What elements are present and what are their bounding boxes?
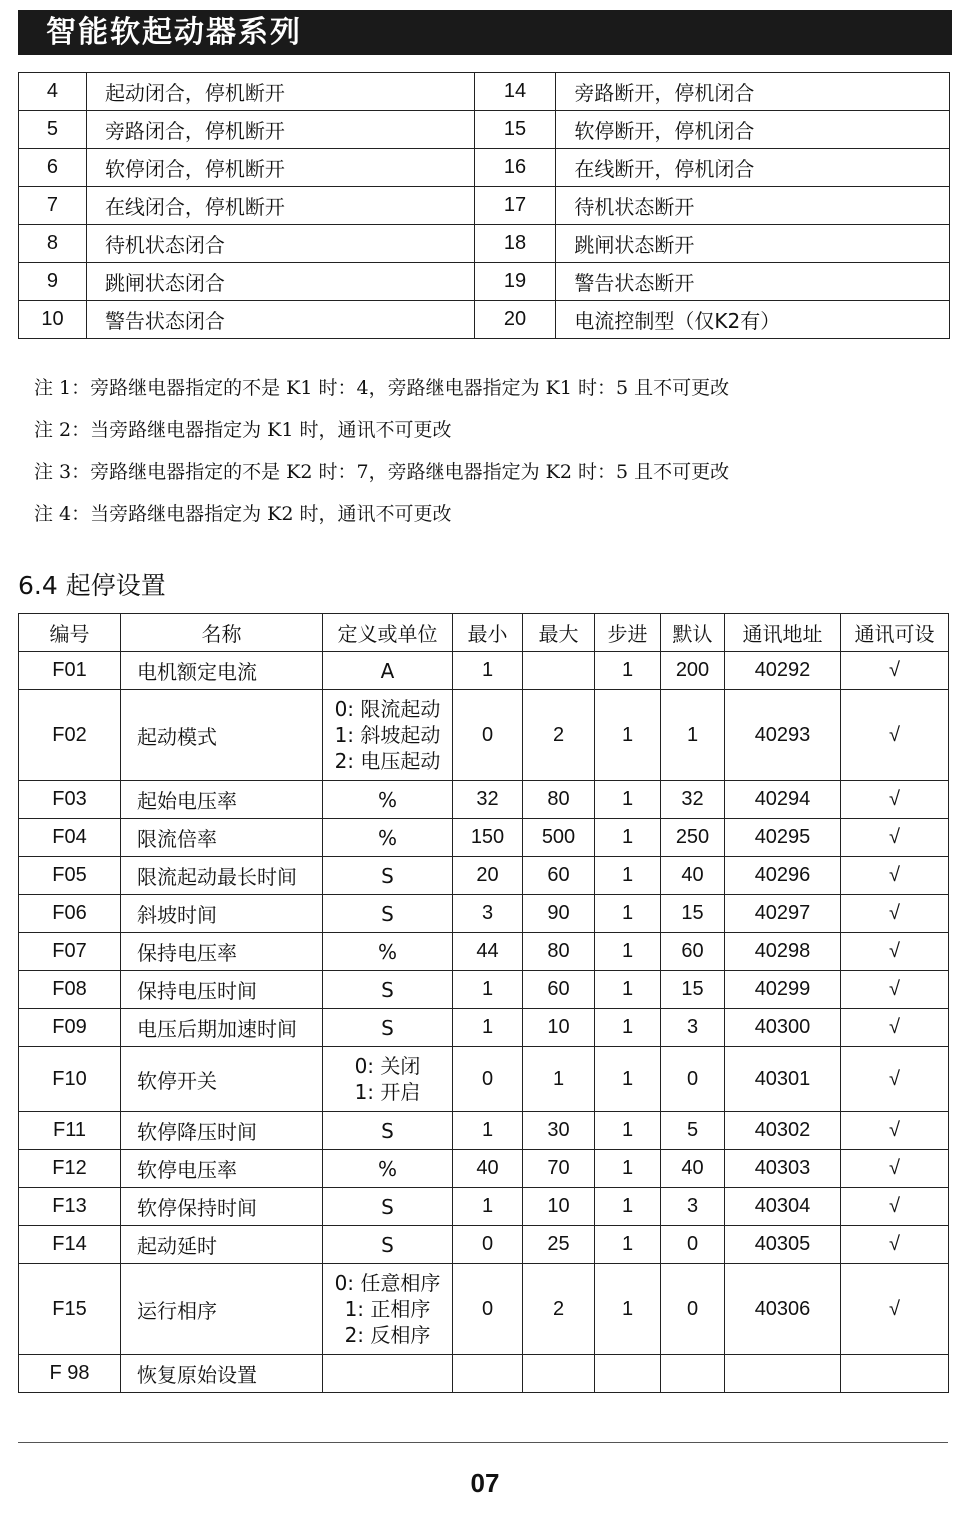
param-min: 1 <box>453 1112 523 1150</box>
param-addr: 40299 <box>725 971 841 1009</box>
param-row <box>19 933 949 971</box>
param-code: F05 <box>19 857 121 895</box>
param-step: 1 <box>595 971 661 1009</box>
param-name: 电机额定电流 <box>121 652 323 690</box>
param-max: 500 <box>523 819 595 857</box>
param-min: 44 <box>453 933 523 971</box>
param-max: 30 <box>523 1112 595 1150</box>
param-default: 40 <box>661 1150 725 1188</box>
param-max: 10 <box>523 1188 595 1226</box>
output-code-right: 20 <box>474 301 556 339</box>
output-desc-right: 待机状态断开 <box>556 187 950 225</box>
param-code: F08 <box>19 971 121 1009</box>
param-settable: √ <box>841 971 949 1009</box>
header-settable: 通讯可设 <box>841 614 949 652</box>
param-max: 80 <box>523 933 595 971</box>
param-addr: 40296 <box>725 857 841 895</box>
output-code-left: 4 <box>19 73 87 111</box>
param-unit <box>323 690 453 781</box>
param-name: 软停开关 <box>121 1047 323 1112</box>
param-code: F12 <box>19 1150 121 1188</box>
output-desc-right: 电流控制型（仅K2有） <box>556 301 950 339</box>
header-code: 编号 <box>19 614 121 652</box>
param-min: 3 <box>453 895 523 933</box>
param-row <box>19 895 949 933</box>
param-unit <box>323 1009 453 1047</box>
param-name: 保持电压时间 <box>121 971 323 1009</box>
param-max: 25 <box>523 1226 595 1264</box>
param-unit <box>323 781 453 819</box>
param-max <box>523 652 595 690</box>
param-row <box>19 1009 949 1047</box>
param-unit-line: S <box>381 977 394 1002</box>
param-default: 15 <box>661 895 725 933</box>
param-default: 32 <box>661 781 725 819</box>
param-max: 90 <box>523 895 595 933</box>
param-name: 软停降压时间 <box>121 1112 323 1150</box>
param-row <box>19 857 949 895</box>
output-desc-right: 跳闸状态断开 <box>556 225 950 263</box>
param-step: 1 <box>595 1226 661 1264</box>
output-code-left: 10 <box>19 301 87 339</box>
param-default: 200 <box>661 652 725 690</box>
header-default: 默认 <box>661 614 725 652</box>
param-unit-line: S <box>381 1232 394 1257</box>
param-default: 5 <box>661 1112 725 1150</box>
param-unit-line: S <box>381 863 394 888</box>
param-step: 1 <box>595 1112 661 1150</box>
param-unit <box>323 1188 453 1226</box>
param-addr: 40293 <box>725 690 841 781</box>
param-unit-line: 1: 正相序 <box>344 1297 431 1321</box>
param-default: 15 <box>661 971 725 1009</box>
param-code: F13 <box>19 1188 121 1226</box>
output-row <box>19 111 950 149</box>
param-addr: 40297 <box>725 895 841 933</box>
param-row <box>19 1112 949 1150</box>
output-code-left: 9 <box>19 263 87 301</box>
param-unit-line: 0: 任意相序 <box>334 1271 441 1295</box>
param-step: 1 <box>595 857 661 895</box>
start-stop-parameter-table <box>18 613 949 1393</box>
param-settable: √ <box>841 1226 949 1264</box>
param-max <box>523 1355 595 1393</box>
page-number: 07 <box>470 1468 500 1498</box>
param-unit-line: 2: 电压起动 <box>334 749 441 773</box>
param-default: 250 <box>661 819 725 857</box>
output-desc-left: 旁路闭合，停机断开 <box>86 111 474 149</box>
param-name: 运行相序 <box>121 1264 323 1355</box>
param-row <box>19 1264 949 1355</box>
param-default: 0 <box>661 1047 725 1112</box>
section-title: 6.4 起停设置 <box>18 571 166 600</box>
param-step: 1 <box>595 1009 661 1047</box>
param-min: 150 <box>453 819 523 857</box>
param-min: 20 <box>453 857 523 895</box>
param-addr: 40294 <box>725 781 841 819</box>
param-settable: √ <box>841 933 949 971</box>
param-unit-line: 2: 反相序 <box>344 1323 431 1347</box>
param-min: 0 <box>453 1264 523 1355</box>
param-min: 0 <box>453 1226 523 1264</box>
param-table-header <box>19 614 949 652</box>
param-addr: 40300 <box>725 1009 841 1047</box>
header-address: 通讯地址 <box>725 614 841 652</box>
param-addr: 40301 <box>725 1047 841 1112</box>
header-unit: 定义或单位 <box>323 614 453 652</box>
param-row <box>19 1188 949 1226</box>
output-code-left: 7 <box>19 187 87 225</box>
param-settable: √ <box>841 1112 949 1150</box>
param-step: 1 <box>595 895 661 933</box>
param-unit <box>323 895 453 933</box>
param-step: 1 <box>595 1264 661 1355</box>
param-step: 1 <box>595 1188 661 1226</box>
param-unit <box>323 1226 453 1264</box>
param-unit <box>323 1150 453 1188</box>
output-desc-left: 起动闭合，停机断开 <box>86 73 474 111</box>
param-unit-line: 1: 斜坡起动 <box>334 723 441 747</box>
param-step: 1 <box>595 819 661 857</box>
output-code-right: 18 <box>474 225 556 263</box>
param-min: 1 <box>453 1009 523 1047</box>
param-name: 恢复原始设置 <box>121 1355 323 1393</box>
param-settable: √ <box>841 1264 949 1355</box>
param-unit-line: 1: 开启 <box>354 1080 421 1104</box>
param-default: 3 <box>661 1009 725 1047</box>
param-default: 1 <box>661 690 725 781</box>
param-code: F02 <box>19 690 121 781</box>
param-unit-line: % <box>377 939 397 964</box>
param-addr: 40305 <box>725 1226 841 1264</box>
param-min: 0 <box>453 1047 523 1112</box>
param-max: 10 <box>523 1009 595 1047</box>
param-default: 0 <box>661 1226 725 1264</box>
param-min: 1 <box>453 1188 523 1226</box>
param-settable: √ <box>841 1150 949 1188</box>
param-max: 2 <box>523 690 595 781</box>
output-row <box>19 73 950 111</box>
header-min: 最小 <box>453 614 523 652</box>
param-row <box>19 1150 949 1188</box>
param-unit-line: S <box>381 901 394 926</box>
param-step: 1 <box>595 1150 661 1188</box>
param-code: F06 <box>19 895 121 933</box>
notes <box>34 372 729 540</box>
param-unit <box>323 933 453 971</box>
param-code: F01 <box>19 652 121 690</box>
param-name: 限流倍率 <box>121 819 323 857</box>
output-row <box>19 187 950 225</box>
param-unit-line: % <box>377 787 397 812</box>
param-settable: √ <box>841 819 949 857</box>
note-2: 注 2：当旁路继电器指定为 K1 时，通讯不可更改 <box>34 419 452 441</box>
note-4: 注 4：当旁路继电器指定为 K2 时，通讯不可更改 <box>34 503 452 525</box>
param-min: 40 <box>453 1150 523 1188</box>
param-unit <box>323 857 453 895</box>
param-addr: 40302 <box>725 1112 841 1150</box>
param-addr: 40295 <box>725 819 841 857</box>
param-settable: √ <box>841 1047 949 1112</box>
output-row <box>19 225 950 263</box>
param-min: 0 <box>453 690 523 781</box>
param-unit-line: A <box>380 658 395 683</box>
param-unit <box>323 652 453 690</box>
param-settable: √ <box>841 1188 949 1226</box>
output-desc-left: 警告状态闭合 <box>86 301 474 339</box>
param-settable: √ <box>841 1009 949 1047</box>
param-max: 60 <box>523 971 595 1009</box>
param-unit-line: S <box>381 1194 394 1219</box>
param-default: 40 <box>661 857 725 895</box>
param-code: F 98 <box>19 1355 121 1393</box>
output-code-right: 15 <box>474 111 556 149</box>
param-settable <box>841 1355 949 1393</box>
param-addr: 40306 <box>725 1264 841 1355</box>
param-row <box>19 690 949 781</box>
param-addr: 40292 <box>725 652 841 690</box>
output-desc-right: 软停断开，停机闭合 <box>556 111 950 149</box>
param-row <box>19 971 949 1009</box>
param-code: F07 <box>19 933 121 971</box>
param-default: 60 <box>661 933 725 971</box>
param-max: 2 <box>523 1264 595 1355</box>
note-3: 注 3：旁路继电器指定的不是 K2 时：7，旁路继电器指定为 K2 时：5 且不可更改 <box>34 461 730 483</box>
param-unit <box>323 819 453 857</box>
param-name: 起始电压率 <box>121 781 323 819</box>
param-default <box>661 1355 725 1393</box>
param-unit-line: S <box>381 1015 394 1040</box>
param-settable: √ <box>841 857 949 895</box>
param-default: 3 <box>661 1188 725 1226</box>
param-step: 1 <box>595 652 661 690</box>
param-step <box>595 1355 661 1393</box>
param-row <box>19 781 949 819</box>
param-addr: 40304 <box>725 1188 841 1226</box>
param-name: 限流起动最长时间 <box>121 857 323 895</box>
param-settable: √ <box>841 781 949 819</box>
param-step: 1 <box>595 1047 661 1112</box>
output-desc-left: 软停闭合，停机断开 <box>86 149 474 187</box>
note-1: 注 1：旁路继电器指定的不是 K1 时：4，旁路继电器指定为 K1 时：5 且不可更改 <box>34 377 730 399</box>
header-step: 步进 <box>595 614 661 652</box>
param-unit-line: % <box>377 825 397 850</box>
param-addr <box>725 1355 841 1393</box>
param-addr: 40303 <box>725 1150 841 1188</box>
param-settable: √ <box>841 652 949 690</box>
param-name: 起动模式 <box>121 690 323 781</box>
param-min: 32 <box>453 781 523 819</box>
param-max: 70 <box>523 1150 595 1188</box>
param-default: 0 <box>661 1264 725 1355</box>
output-code-right: 14 <box>474 73 556 111</box>
param-code: F11 <box>19 1112 121 1150</box>
param-name: 软停保持时间 <box>121 1188 323 1226</box>
param-unit <box>323 1355 453 1393</box>
param-unit <box>323 1047 453 1112</box>
output-desc-right: 在线断开，停机闭合 <box>556 149 950 187</box>
param-row <box>19 1226 949 1264</box>
param-code: F04 <box>19 819 121 857</box>
param-settable: √ <box>841 895 949 933</box>
param-row <box>19 652 949 690</box>
output-desc-right: 警告状态断开 <box>556 263 950 301</box>
header-title: 智能软起动器系列 <box>46 15 302 50</box>
param-code: F15 <box>19 1264 121 1355</box>
param-unit-line: % <box>377 1156 397 1181</box>
output-desc-left: 跳闸状态闭合 <box>86 263 474 301</box>
output-code-left: 8 <box>19 225 87 263</box>
header-bar <box>18 10 952 55</box>
param-settable: √ <box>841 690 949 781</box>
param-max: 1 <box>523 1047 595 1112</box>
param-row <box>19 1355 949 1393</box>
output-code-right: 19 <box>474 263 556 301</box>
param-min: 1 <box>453 652 523 690</box>
param-max: 80 <box>523 781 595 819</box>
param-max: 60 <box>523 857 595 895</box>
param-unit-line: 0: 关闭 <box>354 1054 421 1078</box>
output-code-right: 17 <box>474 187 556 225</box>
param-addr: 40298 <box>725 933 841 971</box>
param-code: F14 <box>19 1226 121 1264</box>
param-step: 1 <box>595 933 661 971</box>
output-row <box>19 263 950 301</box>
param-name: 保持电压率 <box>121 933 323 971</box>
param-name: 电压后期加速时间 <box>121 1009 323 1047</box>
param-name: 斜坡时间 <box>121 895 323 933</box>
param-step: 1 <box>595 690 661 781</box>
param-code: F03 <box>19 781 121 819</box>
output-row <box>19 149 950 187</box>
header-max: 最大 <box>523 614 595 652</box>
param-name: 起动延时 <box>121 1226 323 1264</box>
param-min: 1 <box>453 971 523 1009</box>
param-name: 软停电压率 <box>121 1150 323 1188</box>
param-row <box>19 819 949 857</box>
param-code: F09 <box>19 1009 121 1047</box>
param-step: 1 <box>595 781 661 819</box>
param-unit <box>323 1264 453 1355</box>
param-unit <box>323 1112 453 1150</box>
output-code-right: 16 <box>474 149 556 187</box>
output-desc-left: 在线闭合，停机断开 <box>86 187 474 225</box>
header-name: 名称 <box>121 614 323 652</box>
output-code-left: 5 <box>19 111 87 149</box>
output-function-table <box>18 72 950 339</box>
output-row <box>19 301 950 339</box>
param-code: F10 <box>19 1047 121 1112</box>
param-row <box>19 1047 949 1112</box>
footer-divider <box>18 1442 948 1443</box>
param-unit-line: 0: 限流起动 <box>334 697 441 721</box>
param-unit-line: S <box>381 1118 394 1143</box>
output-code-left: 6 <box>19 149 87 187</box>
param-min <box>453 1355 523 1393</box>
output-desc-right: 旁路断开，停机闭合 <box>556 73 950 111</box>
param-unit <box>323 971 453 1009</box>
output-desc-left: 待机状态闭合 <box>86 225 474 263</box>
